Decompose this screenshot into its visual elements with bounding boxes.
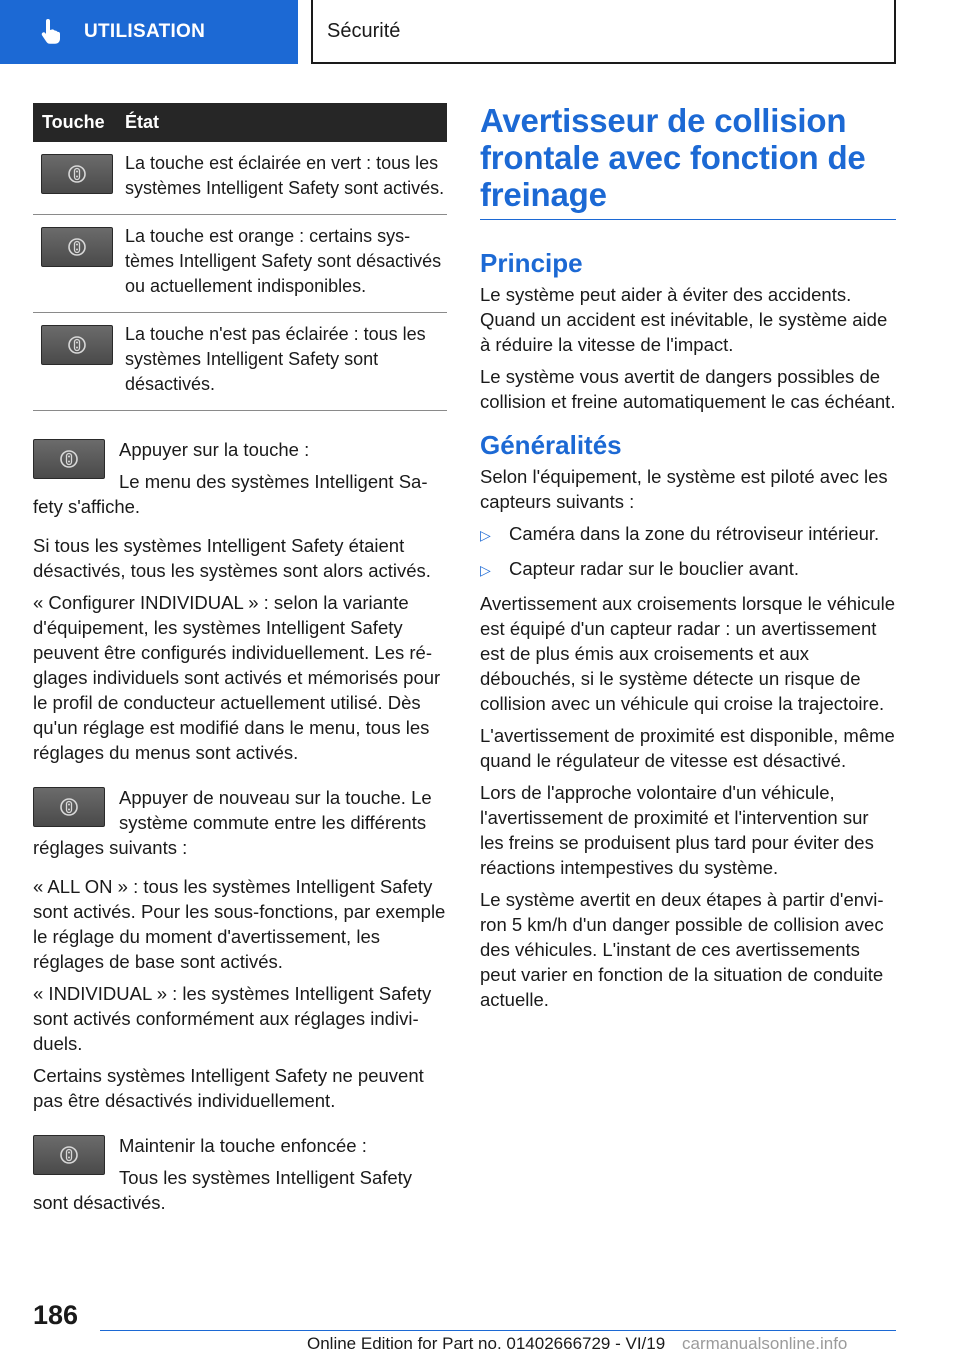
intelligent-safety-icon <box>58 796 80 818</box>
table-row <box>33 313 447 411</box>
press-button-result: Le menu des systèmes Intelligent Safety s'affiche. <box>33 471 428 517</box>
general-paragraph: Selon l'équipement, le système est piloté avec les capteurs suivants : <box>480 466 888 512</box>
table-row <box>33 142 447 215</box>
press-again-step <box>33 785 447 867</box>
section-title: Avertisseur de collision frontale avec fonction de freinage <box>480 102 896 220</box>
principle-paragraph: Le système peut aider à éviter des accidents. Quand un accident est inévitable, le système aide à réduire la vitesse de l'impact. <box>480 284 888 355</box>
list-item <box>480 521 896 548</box>
intelligent-safety-button-image <box>33 439 105 479</box>
table-cell-state: La touche est éclairée en vert : tous les systèmes Intelligent Safety sont activés. <box>125 153 445 198</box>
table-header <box>33 103 447 142</box>
section-tab[interactable] <box>0 0 298 64</box>
table-cell-state: La touche n'est pas éclairée : tous les systèmes Intelligent Safety sont désactivés. <box>125 324 426 394</box>
chapter-title-text: Sécurité <box>327 19 401 42</box>
footer-watermark: carmanualsonline.info <box>682 1334 848 1353</box>
footer-edition: Online Edition for Part no. 01402666729 - VI/19 <box>307 1334 666 1353</box>
intelligent-safety-icon <box>58 448 80 470</box>
intelligent-safety-icon <box>66 236 88 258</box>
press-again-text: Appuyer de nouveau sur la touche. Le système commute entre les différents réglages suivants : <box>33 787 432 858</box>
left-column <box>33 437 447 1229</box>
general-paragraph: Lors de l'approche volontaire d'un véhicule, l'avertissement de proximité et l'intervention sur les freins se produisent plus tard pour éviter des réactions intempestives du système. <box>480 782 874 878</box>
right-column <box>480 102 896 1019</box>
table-header-key: Touche <box>42 112 105 132</box>
list-item <box>480 556 896 583</box>
paragraph-configure-individual: « Configurer INDIVIDUAL » : selon la variante d'équipement, les systèmes Intelligent Safety peuvent être configurés individuellement. Les réglages individuels sont activés et mémorisés pour le profil de conducteur actuellement utilisé. Dès qu'un réglage est modifié dans le menu, tous les réglages du menus sont activés. <box>33 592 441 763</box>
hold-button-result: Tous les systèmes Intelligent Safety sont désactivés. <box>33 1167 413 1213</box>
paragraph-individual: « INDIVIDUAL » : les systèmes Intelligent Safety sont activés conformément aux réglages individuels. <box>33 983 432 1054</box>
triangle-bullet-icon: ▷ <box>480 527 491 543</box>
intelligent-safety-button-image <box>41 227 113 267</box>
list-item-text: Caméra dans la zone du rétroviseur intérieur. <box>509 523 880 544</box>
table-cell-state: La touche est orange : certains systèmes Intelligent Safety sont désactivés ou actuellement indisponibles. <box>125 226 442 296</box>
intelligent-safety-button-image <box>41 154 113 194</box>
press-button-step <box>33 437 447 526</box>
press-button-text: Appuyer sur la touche : <box>119 439 310 460</box>
section-tab-label: UTILISATION <box>84 21 206 42</box>
paragraph-cannot-deactivate: Certains systèmes Intelligent Safety ne peuvent pas être désactivés individuellement. <box>33 1065 424 1111</box>
principle-paragraph: Le système vous avertit de dangers possibles de collision et freine automatiquement le cas échéant. <box>480 366 896 412</box>
hold-button-text: Maintenir la touche enfoncée : <box>119 1135 367 1156</box>
footer-divider <box>100 1330 896 1331</box>
intelligent-safety-icon <box>66 334 88 356</box>
hold-button-step <box>33 1133 447 1222</box>
heading-principle: Principe <box>480 248 583 278</box>
button-state-table <box>33 103 447 411</box>
heading-general: Généralités <box>480 430 622 460</box>
list-item-text: Capteur radar sur le bouclier avant. <box>509 558 799 579</box>
paragraph-all-off: Si tous les systèmes Intelligent Safety étaient désactivés, tous les systèmes sont alors activés. <box>33 535 431 581</box>
general-paragraph: Le système avertit en deux étapes à partir d'environ 5 km/h d'un danger possible de collision avec des véhicules. L'instant de ces avertissements peut varier en fonction de la situation de conduite actuelle. <box>480 889 884 1010</box>
intelligent-safety-icon <box>66 163 88 185</box>
general-paragraph: Avertissement aux croisements lorsque le véhicule est équipé d'un capteur radar : un avertissement est de plus émis aux croisements et aux débouchés, si le système détecte un risque de collision avec un véhicule qui croise la trajectoire. <box>480 593 896 714</box>
intelligent-safety-button-image <box>41 325 113 365</box>
intelligent-safety-icon <box>58 1144 80 1166</box>
hand-pointer-icon <box>36 17 66 47</box>
triangle-bullet-icon: ▷ <box>480 562 491 578</box>
table-row <box>33 215 447 313</box>
paragraph-all-on: « ALL ON » : tous les systèmes Intelligent Safety sont activés. Pour les sous-fonctions, par exemple le réglage du moment d'avertissement, les réglages de base sont activés. <box>33 876 446 972</box>
intelligent-safety-button-image <box>33 787 105 827</box>
chapter-title <box>311 0 896 64</box>
intelligent-safety-button-image <box>33 1135 105 1175</box>
page-number: 186 <box>33 1300 79 1330</box>
general-paragraph: L'avertissement de proximité est disponible, même quand le régulateur de vitesse est désactivé. <box>480 725 895 771</box>
table-header-state: État <box>125 112 160 132</box>
